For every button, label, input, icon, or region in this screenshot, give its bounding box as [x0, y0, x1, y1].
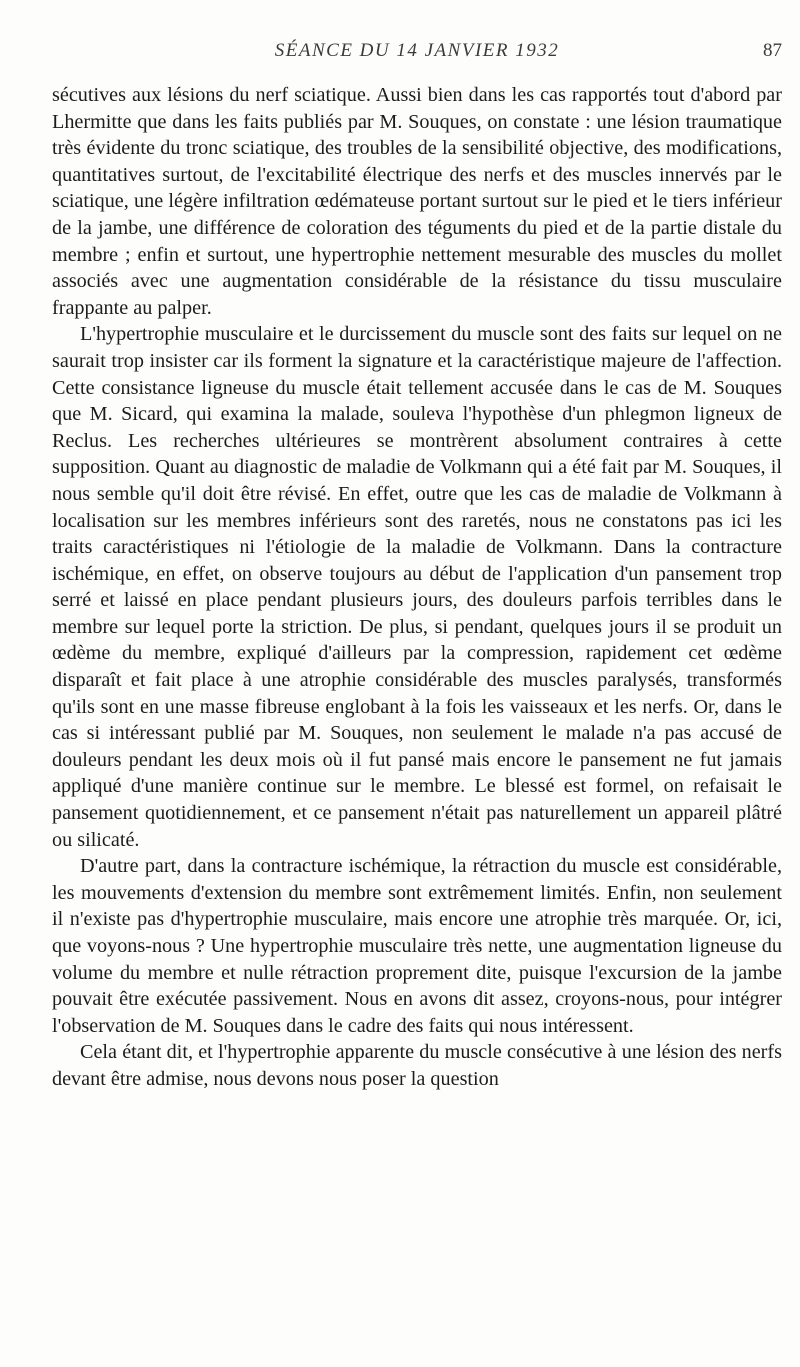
running-header: [52, 40, 782, 68]
paragraph: D'autre part, dans la contracture ischémique, la rétraction du muscle est considérable, les mouvements d'extension du membre sont extrêmement limités. Enfin, non seulement il n'existe pas d'hypertrophie musculaire, mais encore une atrophie très marquée. Or, ici, que voyons-nous ? Une hypertrophie musculaire très nette, une augmentation ligneuse du volume du membre et nulle rétraction proprement dite, puisque l'excursion de la jambe pouvait être exécutée passivement. Nous en avons dit assez, croyons-nous, pour intégrer l'observation de M. Souques dans le cadre des faits qui nous intéressent.: [52, 855, 782, 1037]
body-text: [52, 82, 782, 1093]
page-number: 87: [763, 40, 782, 61]
paragraph-continuation: sécutives aux lésions du nerf sciatique. Aussi bien dans les cas rapportés tout d'abord par Lhermitte que dans les faits publiés par M. Souques, on constate : une lésion traumatique très évidente du tronc sciatique, des troubles de la sensibilité objective, des modifications, quantitatives surtout, de l'excitabilité électrique des nerfs et des muscles innervés par le sciatique, une légère infiltration œdémateuse portant surtout sur le pied et le tiers inférieur de la jambe, une différence de coloration des téguments du pied et de la partie distale du membre ; enfin et surtout, une hypertrophie nettement mesurable des muscles du mollet associés avec une augmentation considérable de la résistance du tissu musculaire frappante au palper.: [52, 84, 782, 319]
paragraph: Cela étant dit, et l'hypertrophie apparente du muscle consécutive à une lésion des nerfs devant être admise, nous devons nous poser la question: [52, 1041, 782, 1090]
running-title: SÉANCE DU 14 JANVIER 1932: [274, 40, 560, 61]
paragraph: L'hypertrophie musculaire et le durcissement du muscle sont des faits sur lequel on ne saurait trop insister car ils forment la signature et la caractéristique majeure de l'affection. Cette consistance ligneuse du muscle était tellement accusée dans le cas de M. Souques que M. Sicard, qui examina la malade, souleva l'hypothèse d'un phlegmon ligneux de Reclus. Les recherches ultérieures se montrèrent absolument contraires à cette supposition. Quant au diagnostic de maladie de Volkmann qui a été fait par M. Souques, il nous semble qu'il doit être révisé. En effet, outre que les cas de maladie de Volkmann à localisation sur les membres inférieurs sont des raretés, nous ne constatons pas ici les traits caractéristiques ni l'étiologie de la maladie de Volkmann. Dans la contracture ischémique, en effet, on observe toujours au début de l'application d'un pansement trop serré et laissé en place pendant plusieurs jours, des douleurs parfois terribles dans le membre sur lequel porte la striction. De plus, si pendant, quelques jours il se produit un œdème du membre, expliqué d'ailleurs par la compression, rapidement cet œdème disparaît et fait place à une atrophie considérable des muscles paralysés, transformés qu'ils sont en une masse fibreuse englobant à la fois les vaisseaux et les nerfs. Or, dans le cas si intéressant publié par M. Souques, non seulement le malade n'a pas accusé de douleurs pendant les deux mois où il fut pansé mais encore le pansement ne fut jamais appliqué d'une manière continue sur le membre. Le blessé est formel, on refaisait le pansement quotidiennement, et ce pansement n'était pas naturellement un appareil plâtré ou silicaté.: [52, 323, 782, 851]
